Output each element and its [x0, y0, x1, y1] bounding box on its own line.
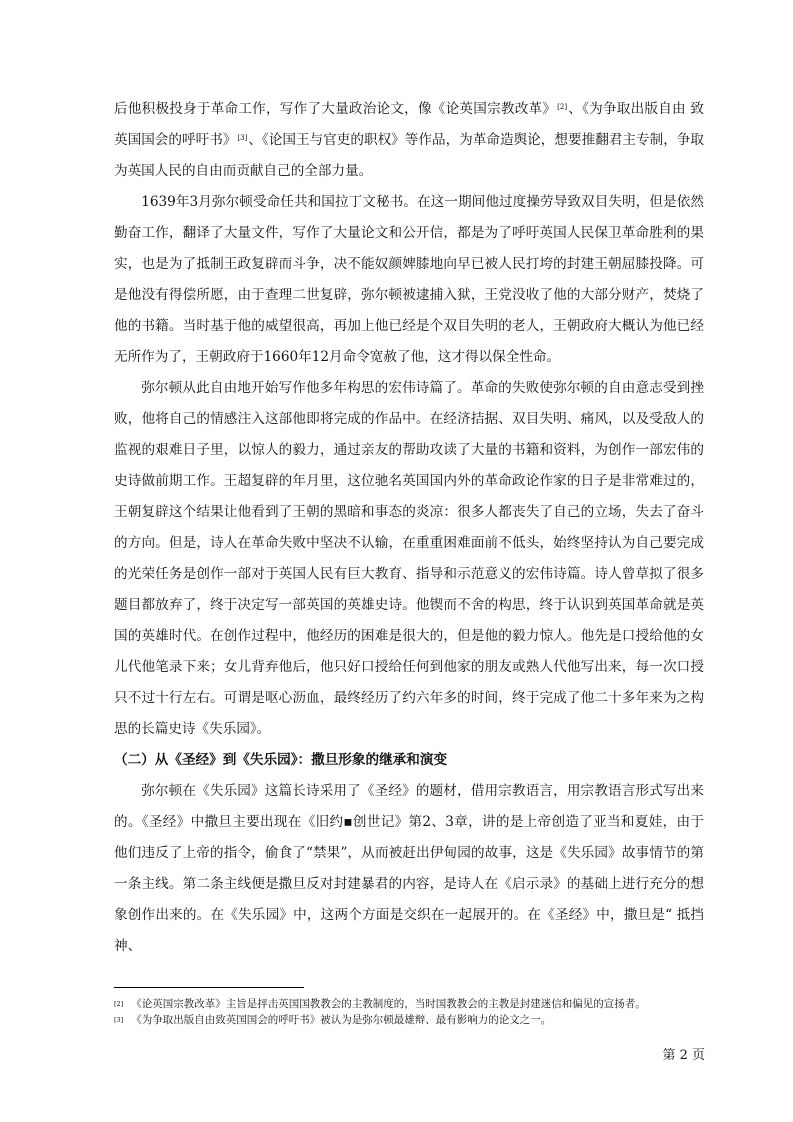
footnote-ref-3[interactable]: [3] — [237, 134, 248, 142]
footnote-mark: [3] — [114, 1016, 124, 1024]
paragraph-2: 1639年3月弥尔顿受命任共和国拉丁文秘书。在这一期间他过度操劳导致双目失明，但是依然勤奋工作，翻译了大量文件，写作了大量论文和公开信，都是为了呼吁英国人民保卫革命胜利的果实，也是为了抵制王政复辟而斗争，决不能奴颜婢膝地向早已被人民打垮的封建王朝屈膝投降。可是他没有得偿所愿，由于查理二世复辟，弥尔顿被逮捕入狱，王党没收了他的大部分财产，焚烧了他的书籍。当时基于他的威望很高，再加上他已经是个双目失明的老人，王朝政府大概认为他已经无所作为了，王朝政府于1660年12月命令宽赦了他，这才得以保全性命。 — [114, 194, 704, 365]
footnotes — [114, 996, 704, 1028]
page-number: 第 2 页 — [662, 1048, 705, 1063]
footnote-text: 《为争取出版自由致英国国会的呼吁书》被认为是弥尔顿最雄辩、最有影响力的论文之一。 — [131, 1014, 552, 1026]
footnote-3 — [114, 1012, 704, 1028]
body-text — [114, 94, 704, 962]
paragraph-1-text-c: 、《论国王与官吏的职权》等作品，为革命造舆论，想要推翻君主专制，争取为英国人民的自由而贡献自己的全部力量。 — [114, 132, 705, 179]
footnote-mark: [2] — [114, 1000, 124, 1008]
footnote-divider — [114, 987, 304, 988]
paragraph-1 — [114, 94, 704, 187]
paragraph-1-text-b: 、《为争取出版自由 致英国国会的呼吁书》 — [114, 101, 704, 148]
paragraph-3: 弥尔顿从此自由地开始写作他多年构思的宏伟诗篇了。革命的失败使弥尔顿的自由意志受到挫败，他将自己的情感注入这部他即将完成的作品中。在经济拮据、双目失明、痛风，以及受敌人的监视的艰难日子里，以惊人的毅力，通过亲友的帮助攻读了大量的书籍和资料，为创作一部宏伟的史诗做前期工作。王超复辟的年月里，这位驰名英国国内外的革命政论作家的日子是非常难过的，王朝复辟这个结果让他看到了王朝的黑暗和事态的炎凉：很多人都丧失了自己的立场，失去了奋斗的方向。但是，诗人在革命失败中坚决不认输，在重重困难面前不低头，始终坚持认为自己要完成的光荣任务是创作一部对于英国人民有巨大教育、指导和示范意义的宏伟诗篇。诗人曾草拟了很多题目都放弃了，终于决定写一部英国的英雄史诗。他锲而不舍的构思，终于认识到英国革命就是英国的英雄时代。在创作过程中，他经历的困难是很大的，但是他的毅力惊人。他先是口授给他的女儿代他笔录下来；女儿背弃他后，他只好口授给任何到他家的朋友或熟人代他写出来，每一次口授只不过十行左右。可谓是呕心沥血，最终经历了约六年多的时间，终于完成了他二十多年来为之构思的长篇史诗《失乐园》。 — [114, 380, 704, 737]
footnote-text: 《论英国宗教改革》主旨是抨击英国国教教会的主教制度的，当时国教教会的主教是封建迷信和偏见的宣扬者。 — [131, 998, 646, 1010]
paragraph-4: 弥尔顿在《失乐园》这篇长诗采用了《圣经》的题材，借用宗教语言，用宗教语言形式写出来的。《圣经》中撒旦主要出现在《旧约▪创世记》第2、3章，讲的是上帝创造了亚当和夏娃，由于他们违反了上帝的指令，偷食了“禁果”，从而被赶出伊甸园的故事，这是《失乐园》故事情节的第一条主线。第二条主线便是撒旦反对封建暴君的内容，是诗人在《启示录》的基础上进行充分的想象创作出来的。在《失乐园》中，这两个方面是交织在一起展开的。在《圣经》中，撒旦是“ 抵挡神、 — [114, 783, 704, 954]
section-heading: （二）从《圣经》到《失乐园》：撒旦形象的继承和演变 — [114, 752, 448, 768]
footnote-2 — [114, 996, 704, 1012]
footnote-ref-2[interactable]: [2] — [557, 103, 568, 111]
paragraph-1-text-a: 后他积极投身于革命工作，写作了大量政治论文，像《论英国宗教改革》 — [114, 101, 557, 117]
